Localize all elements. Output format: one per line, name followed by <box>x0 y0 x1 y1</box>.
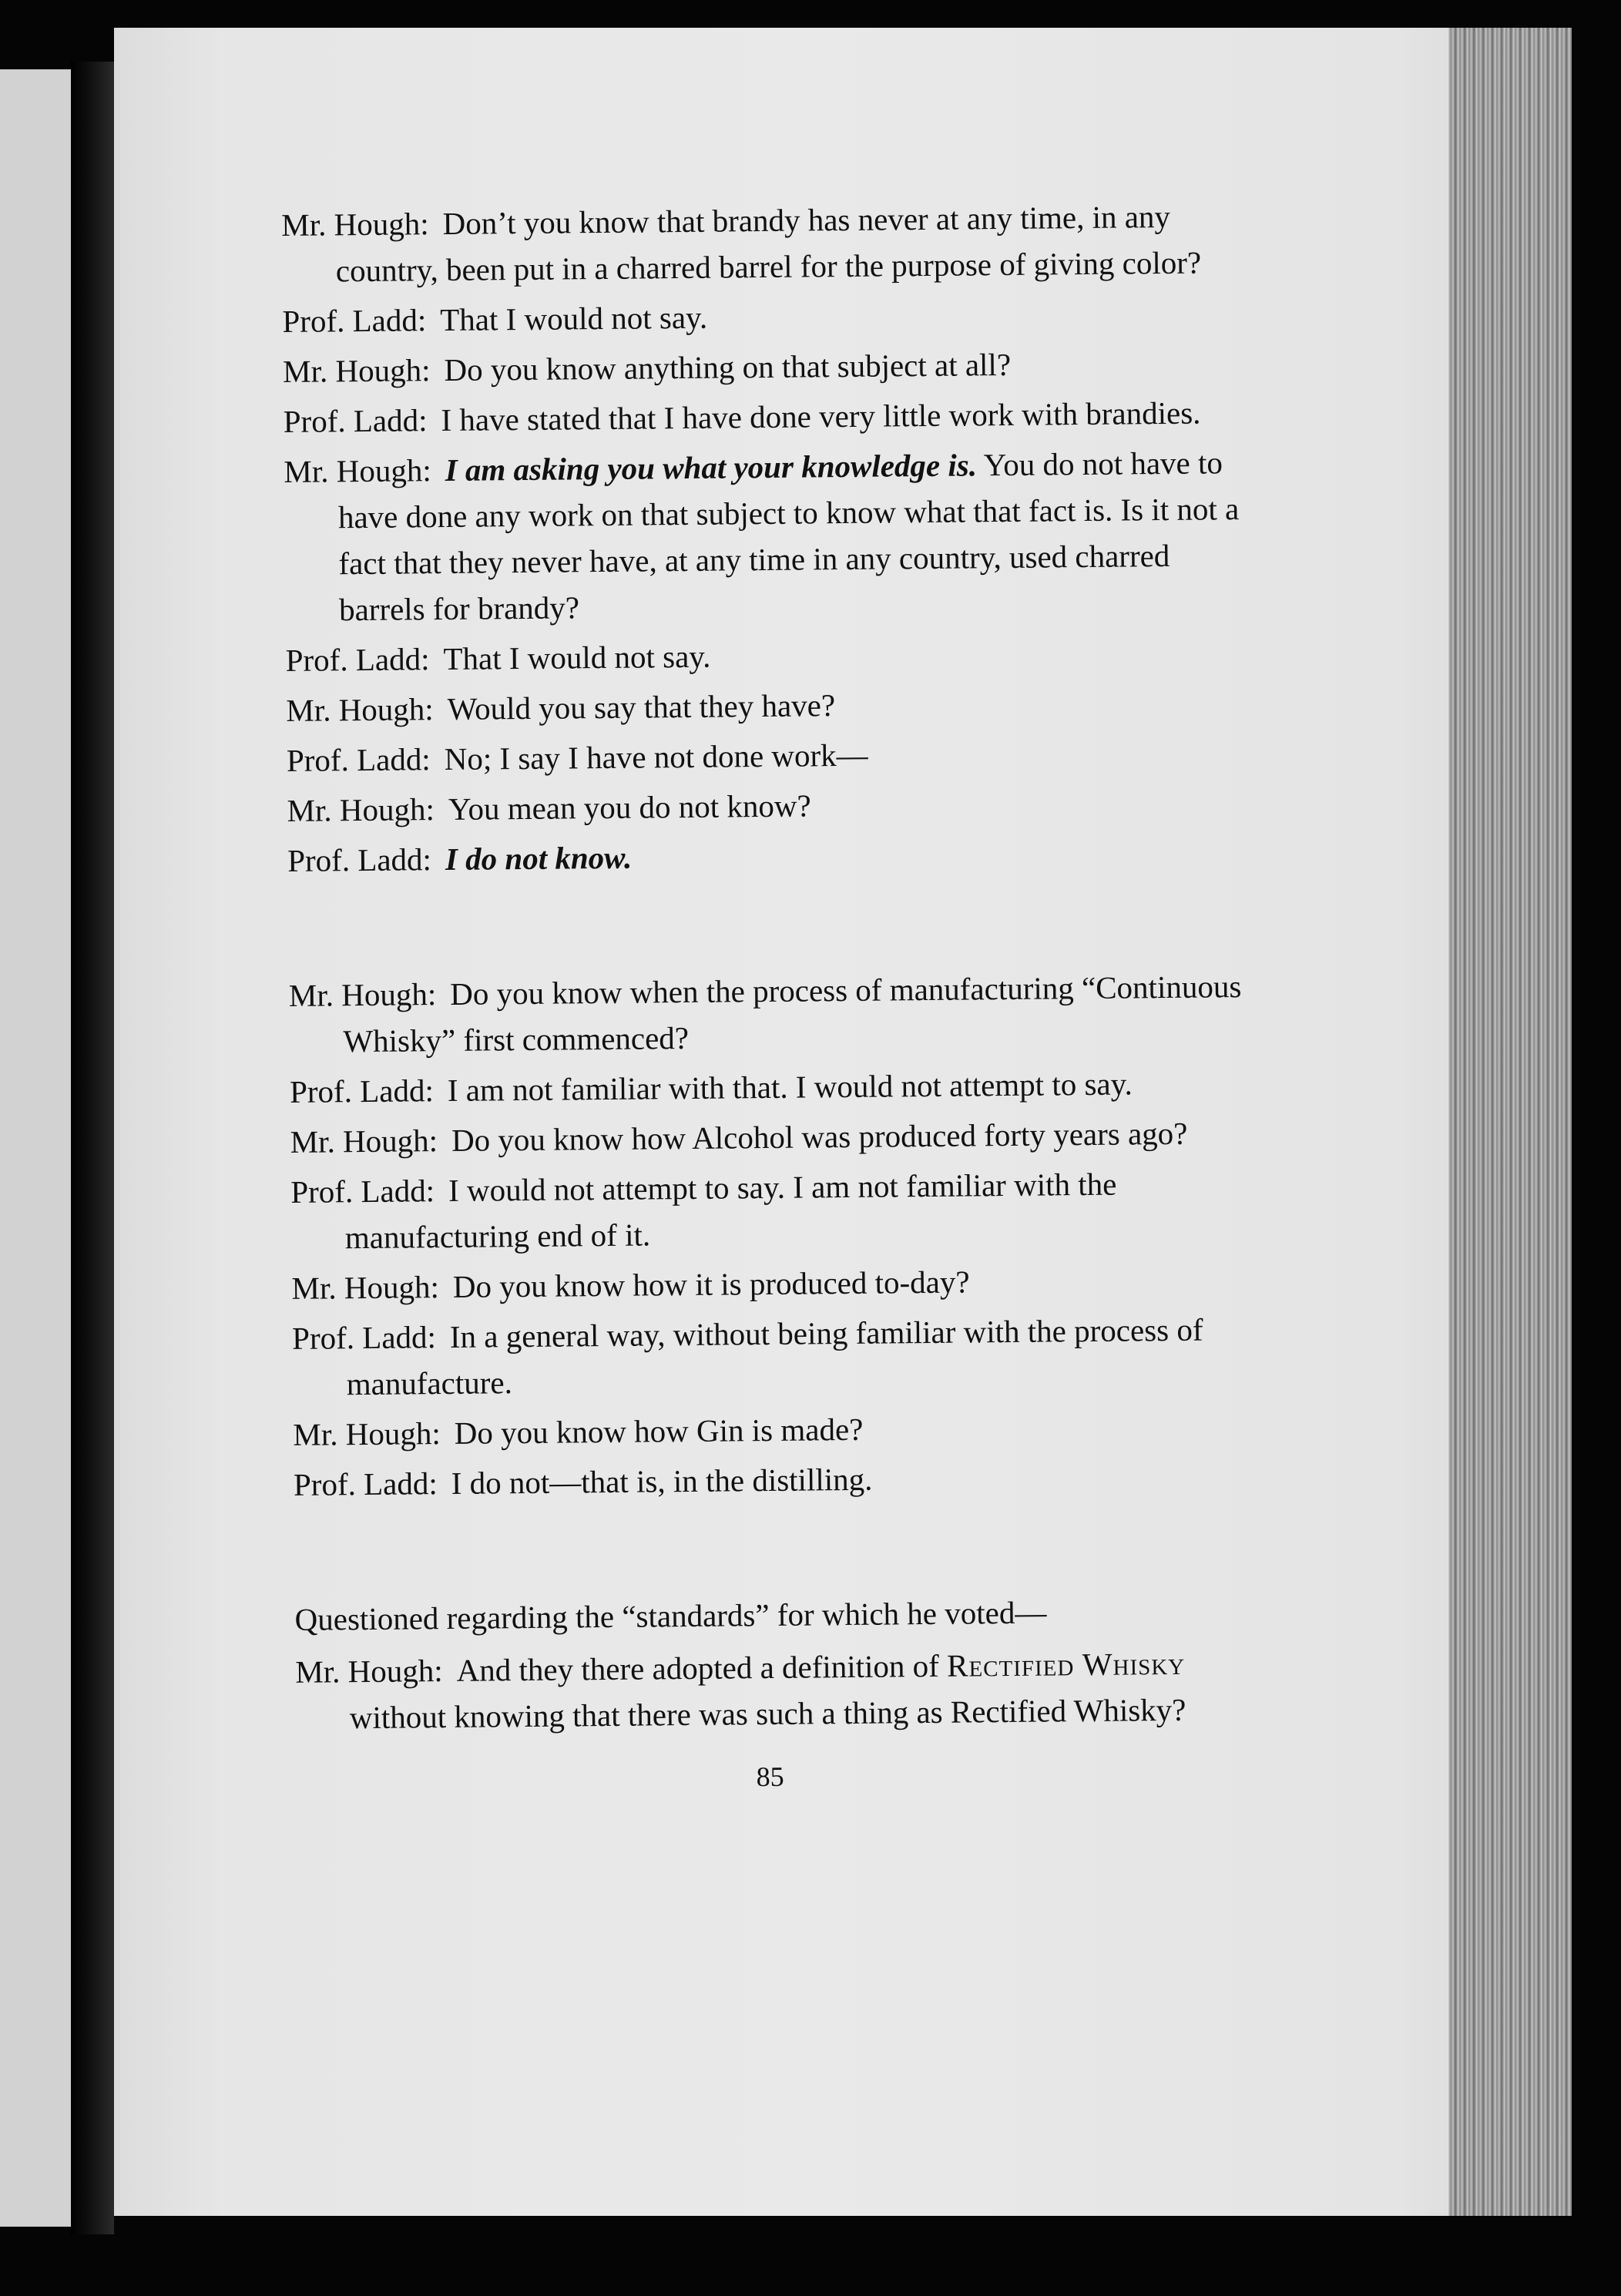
entry-text-after: without knowing that there was such a thing as Rectified Whisky? <box>349 1691 1186 1736</box>
dialogue-entry <box>287 778 1266 834</box>
entry-text: Do you know how Gin is made? <box>454 1411 864 1451</box>
dialogue-section-1 <box>281 193 1266 884</box>
speaker-label: Mr. Hough: <box>295 1653 443 1690</box>
entry-text-before: And they there adopted a definition of <box>456 1647 940 1688</box>
dialogue-entry <box>282 289 1261 344</box>
speaker-label: Prof. Ladd: <box>291 1319 437 1356</box>
dialogue-entry <box>285 628 1264 683</box>
dialogue-entry <box>290 1160 1270 1261</box>
entry-text: In a general way, without being familiar with the process of manufacture. <box>346 1311 1203 1402</box>
speaker-label: Mr. Hough: <box>293 1415 441 1452</box>
speaker-label: Mr. Hough: <box>288 976 437 1013</box>
speaker-label: Mr. Hough: <box>290 1123 438 1160</box>
dialogue-entry <box>283 339 1262 394</box>
entry-text: I have stated that I have done very little work with brandies. <box>441 394 1201 438</box>
term-rectified-whisky: Rectified Whisky <box>946 1645 1186 1683</box>
page-number: 85 <box>756 1761 784 1793</box>
dialogue-entry <box>284 439 1264 633</box>
speaker-label: Mr. Hough: <box>287 791 435 828</box>
entry-text: Don’t you know that brandy has never at any time, in any country, been put in a charred barrel for the purpose of giving color? <box>335 198 1202 289</box>
entry-text: Do you know anything on that subject at all? <box>444 346 1012 388</box>
speaker-label: Mr. Hough: <box>291 1269 440 1306</box>
entry-text: I do not—that is, in the distilling. <box>451 1461 873 1501</box>
dialogue-entry <box>291 1256 1270 1311</box>
dialogue-entry <box>292 1306 1271 1408</box>
entry-text: That I would not say. <box>440 299 708 338</box>
entry-text: You mean you do not know? <box>448 787 811 827</box>
entry-text: Would you say that they have? <box>447 687 836 727</box>
emphasized-text: I am asking you what your knowledge is. <box>445 447 978 488</box>
entry-text: That I would not say. <box>443 638 711 677</box>
dialogue-entry <box>287 728 1266 784</box>
page-text <box>281 193 1275 1804</box>
section-gap <box>294 1502 1273 1596</box>
narration: Questioned regarding the “standards” for which he voted— <box>294 1594 1047 1637</box>
dialogue-entry <box>283 389 1262 445</box>
entry-text: You do not have to have done any work on that subject to know what that fact is. Is it not a fact that they never have, at any time in any country, used charred barrels for brandy? <box>337 445 1240 628</box>
page-stack-edges <box>1448 28 1572 2216</box>
entry-text: I am not familiar with that. I would not attempt to say. <box>447 1066 1133 1108</box>
speaker-label: Mr. Hough: <box>286 691 434 728</box>
dialogue-entry <box>290 1109 1269 1165</box>
speaker-label: Mr. Hough: <box>284 452 431 489</box>
speaker-label: Prof. Ladd: <box>293 1465 438 1502</box>
dialogue-entry <box>281 193 1260 294</box>
entry-text: Do you know how Alcohol was produced forty years ago? <box>451 1115 1188 1158</box>
entry-text: No; I say I have not done work— <box>444 737 868 777</box>
entry-text: I would not attempt to say. I am not familiar with the manufacturing end of it. <box>344 1166 1117 1256</box>
speaker-label: Prof. Ladd: <box>283 402 428 439</box>
dialogue-section-2 <box>289 963 1273 1508</box>
speaker-label: Prof. Ladd: <box>285 641 430 678</box>
speaker-label: Mr. Hough: <box>281 206 429 243</box>
dialogue-entry <box>290 1059 1269 1115</box>
dialogue-entry <box>289 963 1268 1065</box>
speaker-label: Prof. Ladd: <box>289 1072 435 1109</box>
left-page-edge <box>0 69 71 2227</box>
entry-text: Do you know how it is produced to-day? <box>452 1264 970 1304</box>
emphasized-text: I do not know. <box>445 839 633 877</box>
speaker-label: Mr. Hough: <box>282 352 431 389</box>
dialogue-entry <box>287 828 1267 884</box>
dialogue-entry <box>294 1452 1273 1508</box>
dialogue-entry <box>293 1402 1272 1458</box>
speaker-label: Prof. Ladd: <box>290 1173 435 1210</box>
speaker-label: Prof. Ladd: <box>286 741 431 778</box>
entry-text: Do you know when the process of manufacturing “Continuous Whisky” first commenced? <box>343 968 1242 1059</box>
speaker-label: Prof. Ladd: <box>287 841 432 878</box>
dialogue-entry <box>286 678 1265 733</box>
book-gutter <box>71 62 114 2234</box>
dialogue-entry-final <box>295 1640 1274 1741</box>
speaker-label: Prof. Ladd: <box>282 302 427 339</box>
section-gap <box>288 878 1267 972</box>
